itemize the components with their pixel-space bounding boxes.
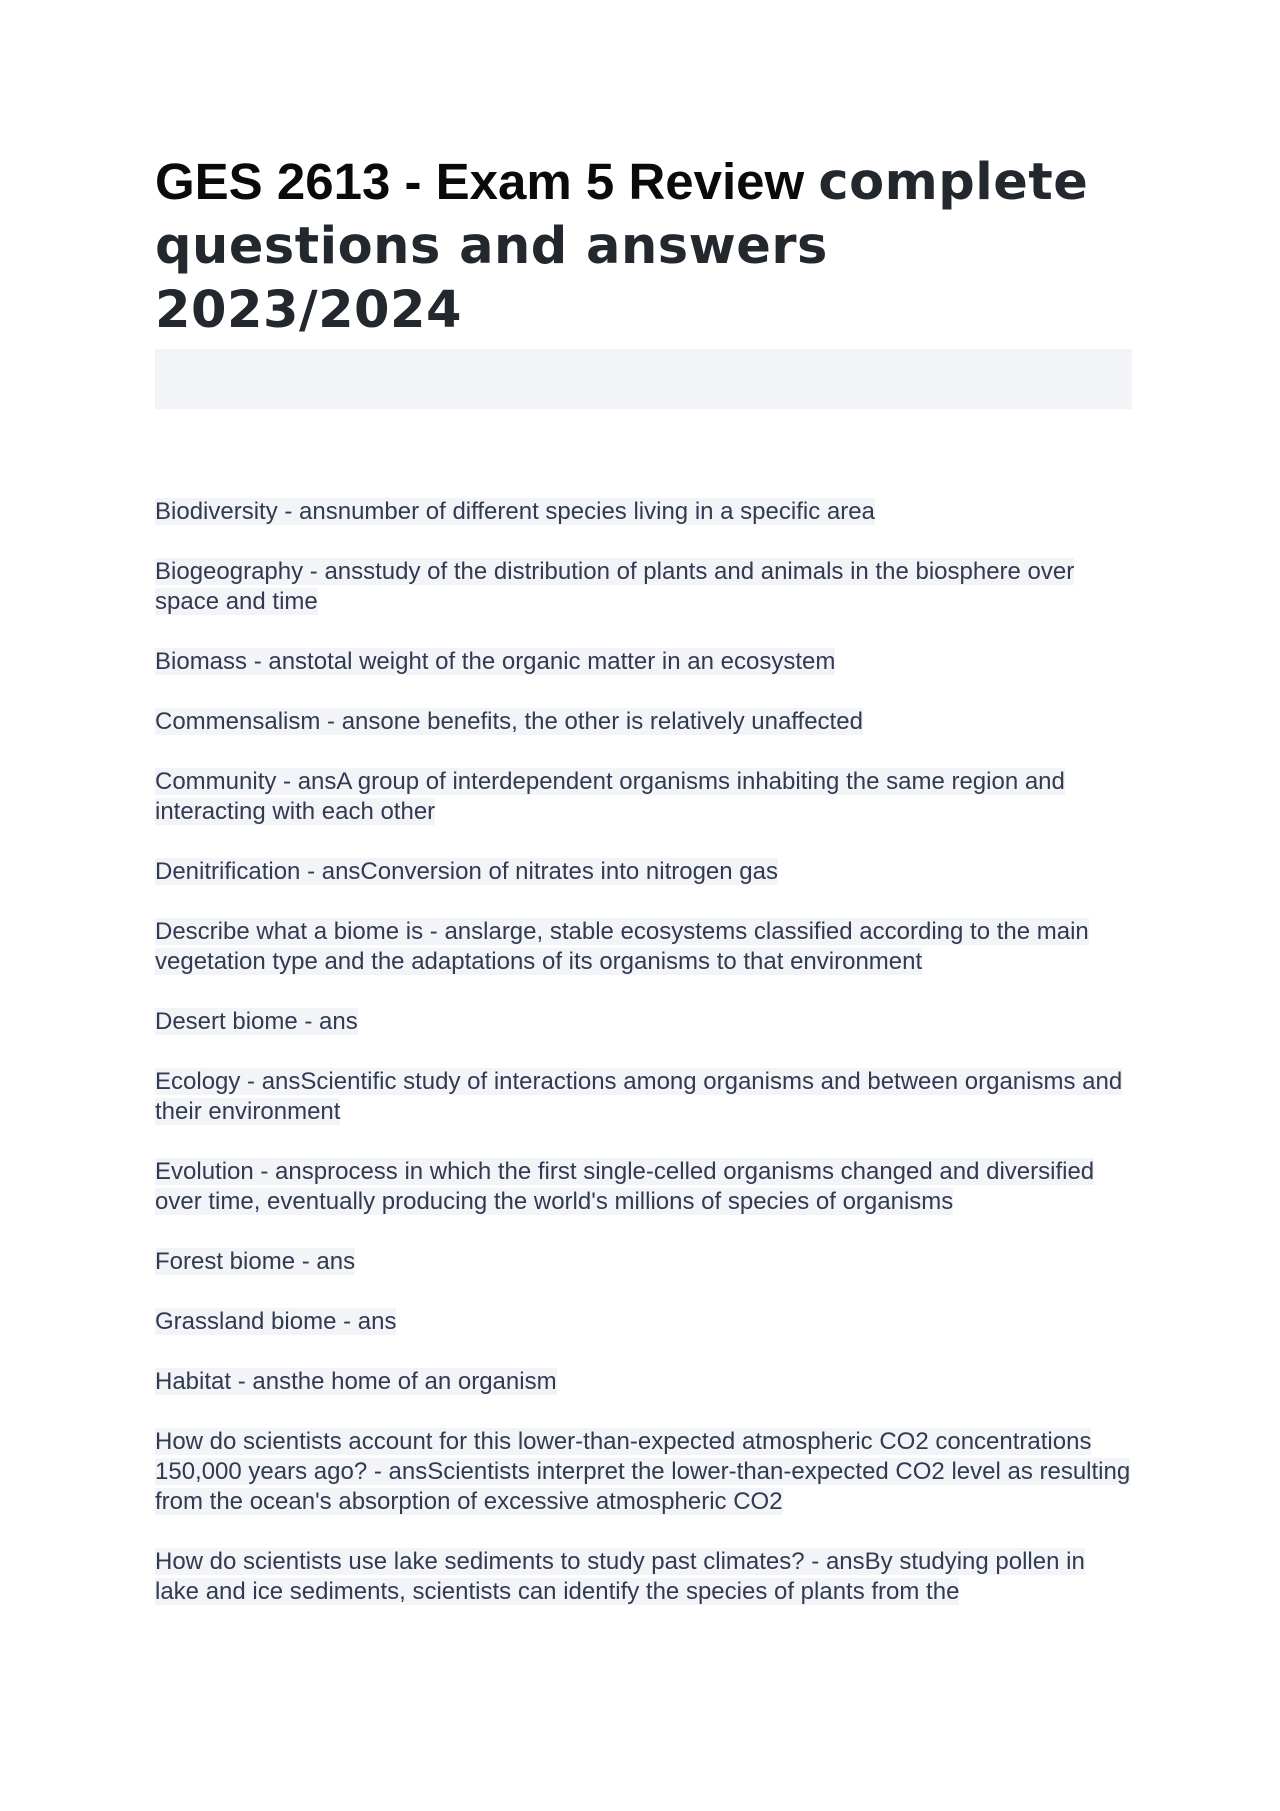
qa-entry: How do scientists use lake sediments to study past climates? - ansBy studying pollen in lake and ice sediments, scientists can identify the species of plants from the bbox=[155, 1548, 1085, 1605]
qa-entry: Denitrification - ansConversion of nitrates into nitrogen gas bbox=[155, 858, 778, 885]
title-course-part: GES 2613 - Exam 5 Review bbox=[155, 153, 819, 210]
title-subtitle-part: complete questions and answers 2023/2024 bbox=[155, 153, 1089, 340]
qa-entry: Evolution - ansprocess in which the first single-celled organisms changed and diversified over time, eventually producing the world's millions of species of organisms bbox=[155, 1158, 1095, 1215]
qa-entry: Grassland biome - ans bbox=[155, 1308, 397, 1335]
qa-list bbox=[155, 497, 1135, 1607]
qa-entry: Biodiversity - ansnumber of different species living in a specific area bbox=[155, 498, 875, 525]
document-page bbox=[155, 150, 1135, 1637]
qa-entry: Commensalism - ansone benefits, the other is relatively unaffected bbox=[155, 708, 863, 735]
qa-entry: Describe what a biome is - anslarge, stable ecosystems classified according to the main vegetation type and the adaptations of its organisms to that environment bbox=[155, 918, 1089, 975]
qa-entry: Community - ansA group of interdependent organisms inhabiting the same region and interacting with each other bbox=[155, 768, 1065, 825]
qa-entry: Ecology - ansScientific study of interactions among organisms and between organisms and their environment bbox=[155, 1068, 1123, 1125]
qa-entry: Forest biome - ans bbox=[155, 1248, 356, 1275]
page-title bbox=[155, 150, 1135, 343]
qa-entry: Biomass - anstotal weight of the organic matter in an ecosystem bbox=[155, 648, 836, 675]
qa-entry: Desert biome - ans bbox=[155, 1008, 358, 1035]
qa-entry: Habitat - ansthe home of an organism bbox=[155, 1368, 557, 1395]
title-highlight-band bbox=[155, 349, 1132, 409]
qa-entry: How do scientists account for this lower-than-expected atmospheric CO2 concentrations 150,000 years ago? - ansScientists interpret the lower-than-expected CO2 level as resulting from the ocean's absorption of excessive atmospheric CO2 bbox=[155, 1428, 1131, 1515]
qa-entry: Biogeography - ansstudy of the distribution of plants and animals in the biosphere over space and time bbox=[155, 558, 1075, 615]
